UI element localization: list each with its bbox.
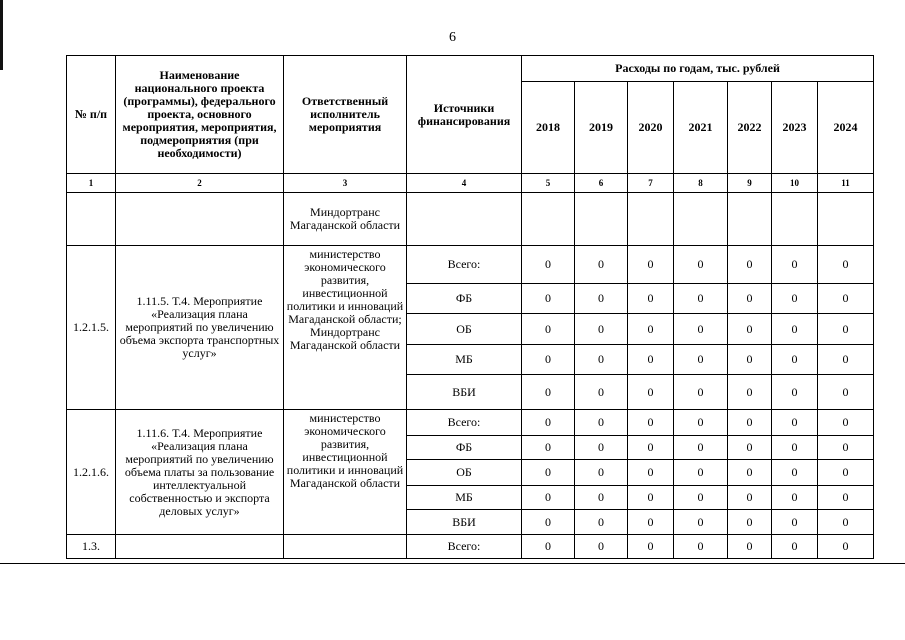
item-name: 1.11.5. Т.4. Мероприятие «Реализация плана мероприятий по увеличению объема экспорта транспортных услуг» xyxy=(116,246,284,410)
value-cell: 0 xyxy=(575,375,628,410)
value-cell: 0 xyxy=(628,246,674,284)
value-cell: 0 xyxy=(674,460,728,486)
value-cell: 0 xyxy=(575,460,628,486)
col-number: 3 xyxy=(284,174,407,193)
value-cell: 0 xyxy=(674,486,728,510)
value-cell: 0 xyxy=(728,486,772,510)
col-number: 7 xyxy=(628,174,674,193)
value-cell: 0 xyxy=(818,410,874,436)
funding-source: Всего: xyxy=(407,535,522,559)
expenses-table xyxy=(66,55,874,559)
value-cell: 0 xyxy=(772,375,818,410)
value-cell: 0 xyxy=(522,436,575,460)
value-cell: 0 xyxy=(674,345,728,375)
value-cell: 0 xyxy=(575,535,628,559)
value-cell: 0 xyxy=(818,314,874,345)
year-cell: 2020 xyxy=(628,82,674,174)
value-cell: 0 xyxy=(522,375,575,410)
table-row xyxy=(67,246,874,284)
value-cell: 0 xyxy=(728,246,772,284)
year-cell: 2018 xyxy=(522,82,575,174)
funding-source: ВБИ xyxy=(407,510,522,535)
value-cell: 0 xyxy=(575,486,628,510)
header-num: № п/п xyxy=(67,56,116,174)
value-cell: 0 xyxy=(628,460,674,486)
col-number: 6 xyxy=(575,174,628,193)
value-cell: 0 xyxy=(772,314,818,345)
value-cell: 0 xyxy=(674,284,728,314)
value-cell: 0 xyxy=(522,535,575,559)
value-cell: 0 xyxy=(628,486,674,510)
value-cell: 0 xyxy=(674,510,728,535)
value-cell: 0 xyxy=(628,510,674,535)
value-cell: 0 xyxy=(772,246,818,284)
col-number: 2 xyxy=(116,174,284,193)
value-cell: 0 xyxy=(522,410,575,436)
executor-cell: министерство экономического развития, инвестиционной политики и инноваций Магаданской области xyxy=(284,410,407,535)
value-cell: 0 xyxy=(772,486,818,510)
header-exec: Ответственный исполнитель мероприятия xyxy=(284,56,407,174)
funding-source: МБ xyxy=(407,345,522,375)
value-cell: 0 xyxy=(772,510,818,535)
value-cell: 0 xyxy=(818,436,874,460)
value-cell: 0 xyxy=(522,284,575,314)
value-cell: 0 xyxy=(674,246,728,284)
value-cell: 0 xyxy=(728,410,772,436)
value-cell: 0 xyxy=(818,284,874,314)
header-name: Наименование национального проекта (программы), федерального проекта, основного мероприятия, мероприятия, подмероприятия (при необходимости) xyxy=(116,56,284,174)
value-cell: 0 xyxy=(728,535,772,559)
value-cell: 0 xyxy=(575,410,628,436)
value-cell: 0 xyxy=(818,510,874,535)
executor-cell: министерство экономического развития, инвестиционной политики и инноваций Магаданской области; Миндортранс Магаданской области xyxy=(284,246,407,410)
table-row xyxy=(67,193,874,246)
value-cell: 0 xyxy=(522,460,575,486)
col-number: 8 xyxy=(674,174,728,193)
value-cell: 0 xyxy=(575,246,628,284)
value-cell: 0 xyxy=(674,535,728,559)
value-cell: 0 xyxy=(674,436,728,460)
value-cell: 0 xyxy=(728,375,772,410)
value-cell: 0 xyxy=(818,375,874,410)
value-cell: 0 xyxy=(728,284,772,314)
value-cell: 0 xyxy=(818,345,874,375)
funding-source: Всего: xyxy=(407,410,522,436)
value-cell: 0 xyxy=(628,375,674,410)
value-cell: 0 xyxy=(772,284,818,314)
year-cell: 2019 xyxy=(575,82,628,174)
value-cell: 0 xyxy=(674,410,728,436)
item-number: 1.2.1.5. xyxy=(67,246,116,410)
value-cell: 0 xyxy=(728,314,772,345)
value-cell: 0 xyxy=(522,510,575,535)
value-cell: 0 xyxy=(772,410,818,436)
value-cell: 0 xyxy=(818,246,874,284)
header-row xyxy=(67,56,874,82)
value-cell: 0 xyxy=(522,345,575,375)
value-cell: 0 xyxy=(628,314,674,345)
value-cell: 0 xyxy=(728,460,772,486)
column-number-row xyxy=(67,174,874,193)
funding-source: МБ xyxy=(407,486,522,510)
value-cell: 0 xyxy=(575,510,628,535)
table-row xyxy=(67,535,874,559)
value-cell: 0 xyxy=(728,345,772,375)
funding-source: ВБИ xyxy=(407,375,522,410)
value-cell: 0 xyxy=(575,284,628,314)
value-cell: 0 xyxy=(818,460,874,486)
value-cell: 0 xyxy=(772,535,818,559)
value-cell: 0 xyxy=(674,375,728,410)
col-number: 11 xyxy=(818,174,874,193)
col-number: 9 xyxy=(728,174,772,193)
funding-source: ОБ xyxy=(407,314,522,345)
bottom-rule xyxy=(0,563,905,564)
item-number: 1.3. xyxy=(67,535,116,559)
value-cell: 0 xyxy=(575,314,628,345)
page-number: 6 xyxy=(449,30,456,45)
value-cell: 0 xyxy=(772,460,818,486)
value-cell: 0 xyxy=(674,314,728,345)
item-name: 1.11.6. Т.4. Мероприятие «Реализация плана мероприятий по увеличению объема платы за пользование интеллектуальной собственностью и экспорта деловых услуг» xyxy=(116,410,284,535)
value-cell: 0 xyxy=(818,535,874,559)
value-cell: 0 xyxy=(575,345,628,375)
value-cell: 0 xyxy=(575,436,628,460)
value-cell: 0 xyxy=(522,486,575,510)
col-number: 1 xyxy=(67,174,116,193)
value-cell: 0 xyxy=(628,535,674,559)
col-number: 10 xyxy=(772,174,818,193)
year-cell: 2022 xyxy=(728,82,772,174)
year-cell: 2023 xyxy=(772,82,818,174)
header-expenses: Расходы по годам, тыс. рублей xyxy=(522,56,874,82)
col-number: 4 xyxy=(407,174,522,193)
value-cell: 0 xyxy=(628,436,674,460)
value-cell: 0 xyxy=(728,436,772,460)
item-number: 1.2.1.6. xyxy=(67,410,116,535)
value-cell: 0 xyxy=(628,345,674,375)
value-cell: 0 xyxy=(522,314,575,345)
header-source: Источники финансирования xyxy=(407,56,522,174)
funding-source: Всего: xyxy=(407,246,522,284)
value-cell: 0 xyxy=(728,510,772,535)
year-cell: 2021 xyxy=(674,82,728,174)
executor-cell: Миндортранс Магаданской области xyxy=(284,193,407,246)
year-cell: 2024 xyxy=(818,82,874,174)
value-cell: 0 xyxy=(522,246,575,284)
funding-source: ОБ xyxy=(407,460,522,486)
funding-source: ФБ xyxy=(407,284,522,314)
col-number: 5 xyxy=(522,174,575,193)
funding-source: ФБ xyxy=(407,436,522,460)
value-cell: 0 xyxy=(628,284,674,314)
value-cell: 0 xyxy=(772,436,818,460)
value-cell: 0 xyxy=(772,345,818,375)
value-cell: 0 xyxy=(818,486,874,510)
value-cell: 0 xyxy=(628,410,674,436)
table-row xyxy=(67,410,874,436)
